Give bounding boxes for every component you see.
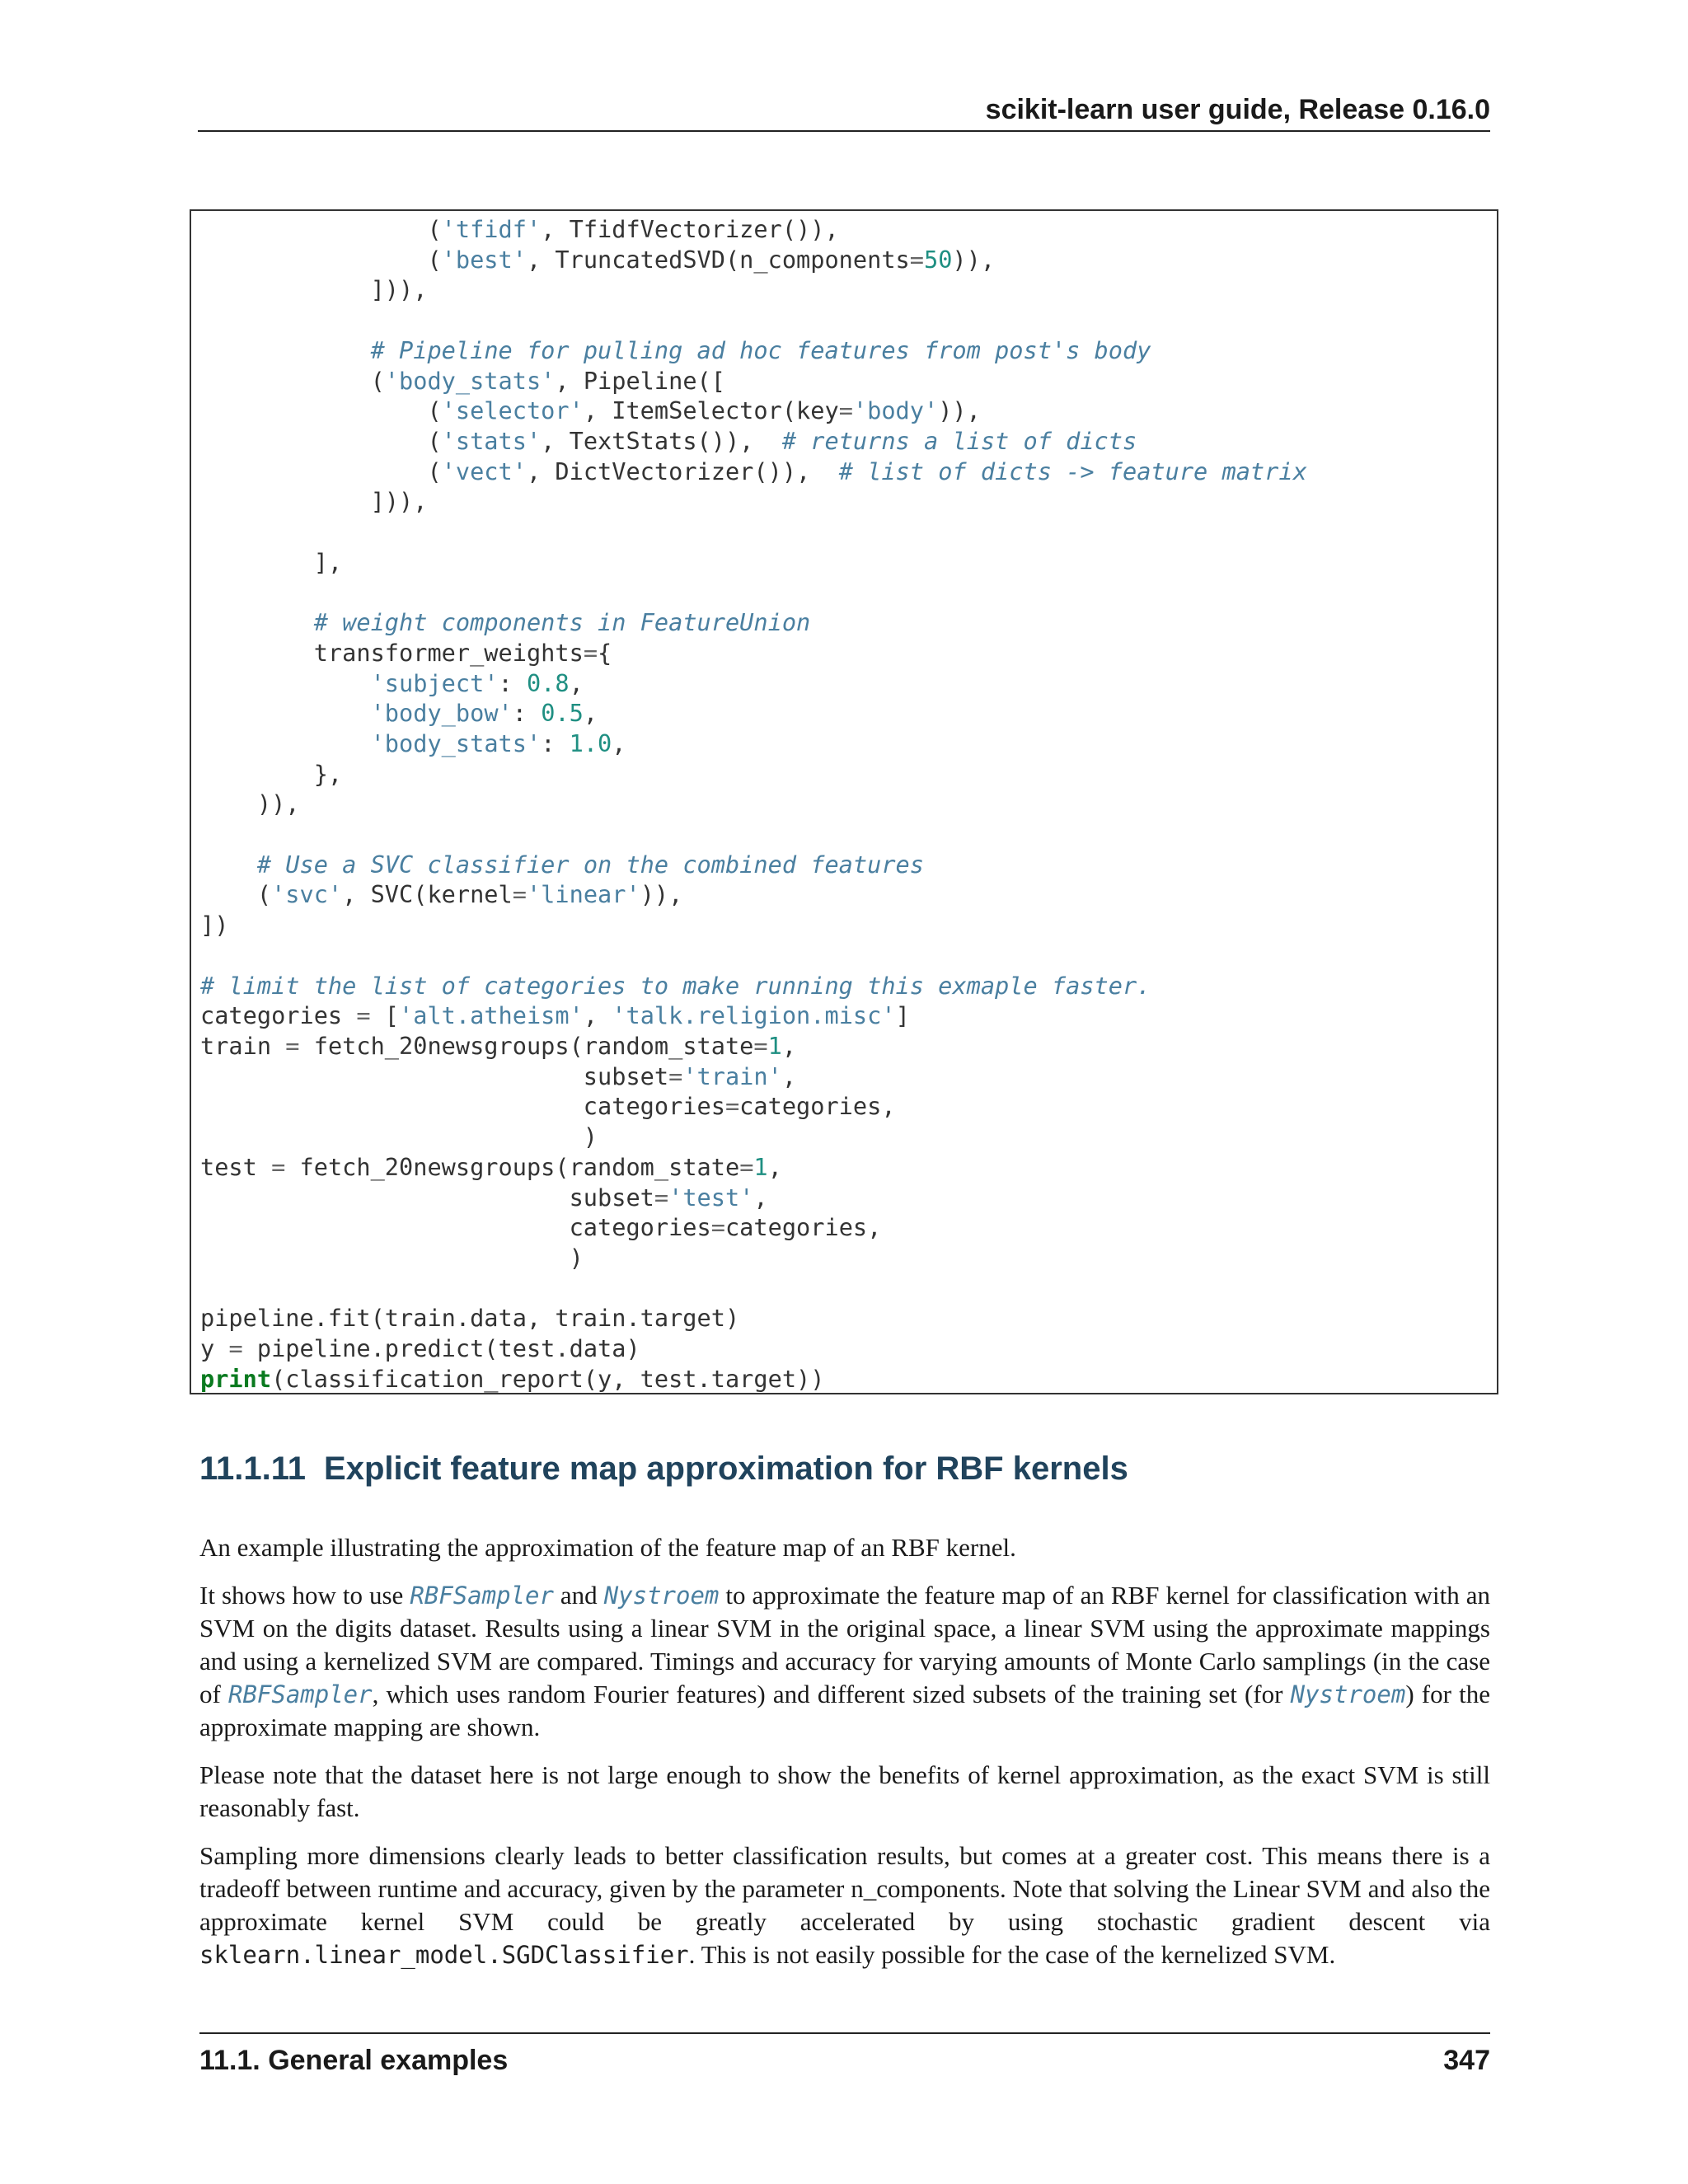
code-line: ('svc', SVC(kernel='linear')), xyxy=(200,880,683,909)
code-line: )), xyxy=(200,790,300,818)
code-line: # limit the list of categories to make running this exmaple faster. xyxy=(200,971,1151,1000)
code-line: ) xyxy=(200,1122,598,1151)
section-title-text: Explicit feature map approximation for RBF kernels xyxy=(324,1451,1128,1487)
code-line: ('best', TruncatedSVD(n_components=50)), xyxy=(200,245,996,274)
paragraph-usage xyxy=(199,1579,1490,1744)
text-run: Sampling more dimensions clearly leads to better classification results, but comes at a greater cost. This means there is a tradeoff between runtime and accuracy, given by the parameter n_components. Note that solving the Linear SVM and also the approximate kernel SVM could be greatly accelerated by using stochastic gradient descent via xyxy=(199,1841,1490,1936)
code-line: ('selector', ItemSelector(key='body')), xyxy=(200,396,981,425)
section-number: 11.1.11 xyxy=(199,1451,307,1487)
section-body xyxy=(199,1531,1490,1986)
code-line: print(classification_report(y, test.target)) xyxy=(200,1364,825,1393)
text-run: and xyxy=(553,1581,604,1610)
paragraph-tradeoff xyxy=(199,1840,1490,1971)
section-heading xyxy=(199,1451,1128,1488)
code-line: # Pipeline for pulling ad hoc features from post's body xyxy=(370,335,1151,364)
code-line: # weight components in FeatureUnion xyxy=(313,608,811,637)
code-line: ) xyxy=(200,1243,584,1272)
code-line: ])), xyxy=(200,487,428,516)
code-line: 'body_bow': 0.5, xyxy=(370,699,598,728)
link-nystroem-2[interactable]: Nystroem xyxy=(1290,1680,1406,1708)
code-line: ])), xyxy=(200,275,428,304)
code-listing xyxy=(191,211,1497,1394)
running-title: scikit-learn user guide, Release 0.16.0 xyxy=(985,94,1490,125)
code-line: categories=categories, xyxy=(200,1213,882,1242)
text-run: It shows how to use xyxy=(199,1581,410,1610)
code-line: }, xyxy=(200,759,343,788)
code-line: pipeline.fit(train.data, train.target) xyxy=(200,1304,740,1333)
inline-code-sgdclassifier: sklearn.linear_model.SGDClassifier xyxy=(199,1941,689,1969)
link-nystroem[interactable]: Nystroem xyxy=(603,1582,720,1610)
link-rbfsampler[interactable]: RBFSampler xyxy=(410,1582,554,1610)
code-line: 'subject': 0.8, xyxy=(370,668,584,697)
page-footer xyxy=(199,2032,1490,2087)
text-run: to approximate the feature map of an RBF kernel for classification with an SVM on the digits dataset. Results using a linear SVM in the original space, a linear SVM using the approximate mappings and using a kernelized SVM are compared. Timings and accuracy for varying amounts of Monte Carlo samplings (in the case of xyxy=(199,1581,1490,1708)
footer-section: 11.1. General examples xyxy=(199,2045,509,2076)
code-line: ], xyxy=(200,547,343,576)
paragraph-note: Please note that the dataset here is not large enough to show the benefits of kernel approximation, as the exact SVM is still reasonably fast. xyxy=(199,1760,1490,1822)
code-block xyxy=(190,209,1498,1394)
text-run: , which uses random Fourier features) and different sized subsets of the training set (for xyxy=(372,1680,1291,1708)
code-line: # Use a SVC classifier on the combined features xyxy=(256,850,924,879)
text-run: . This is not easily possible for the case of the kernelized SVM. xyxy=(688,1940,1336,1969)
link-rbfsampler-2[interactable]: RBFSampler xyxy=(228,1680,373,1708)
code-line: y = pipeline.predict(test.data) xyxy=(200,1334,640,1363)
code-line: ('vect', DictVectorizer()), # list of dicts -> feature matrix xyxy=(200,457,1307,485)
page-header xyxy=(198,89,1490,132)
paragraph-intro: An example illustrating the approximation of the feature map of an RBF kernel. xyxy=(199,1533,1016,1562)
code-line: 'body_stats': 1.0, xyxy=(370,729,626,757)
code-line: train = fetch_20newsgroups(random_state=1, xyxy=(200,1031,797,1060)
code-line: ('body_stats', Pipeline([ xyxy=(200,366,725,395)
code-line: subset='train', xyxy=(200,1062,797,1090)
page-number: 347 xyxy=(1443,2045,1490,2076)
code-line: test = fetch_20newsgroups(random_state=1, xyxy=(200,1152,782,1181)
code-line: ]) xyxy=(200,911,229,940)
code-line: categories=categories, xyxy=(200,1092,896,1121)
text-run: ) for the approximate mapping are shown. xyxy=(199,1680,1490,1741)
code-line: subset='test', xyxy=(200,1183,768,1212)
code-line: categories = ['alt.atheism', 'talk.religion.misc'] xyxy=(200,1001,910,1030)
code-line: ('stats', TextStats()), # returns a list of dicts xyxy=(200,426,1137,455)
code-line: transformer_weights={ xyxy=(200,638,612,667)
code-line: ('tfidf', TfidfVectorizer()), xyxy=(200,215,839,243)
